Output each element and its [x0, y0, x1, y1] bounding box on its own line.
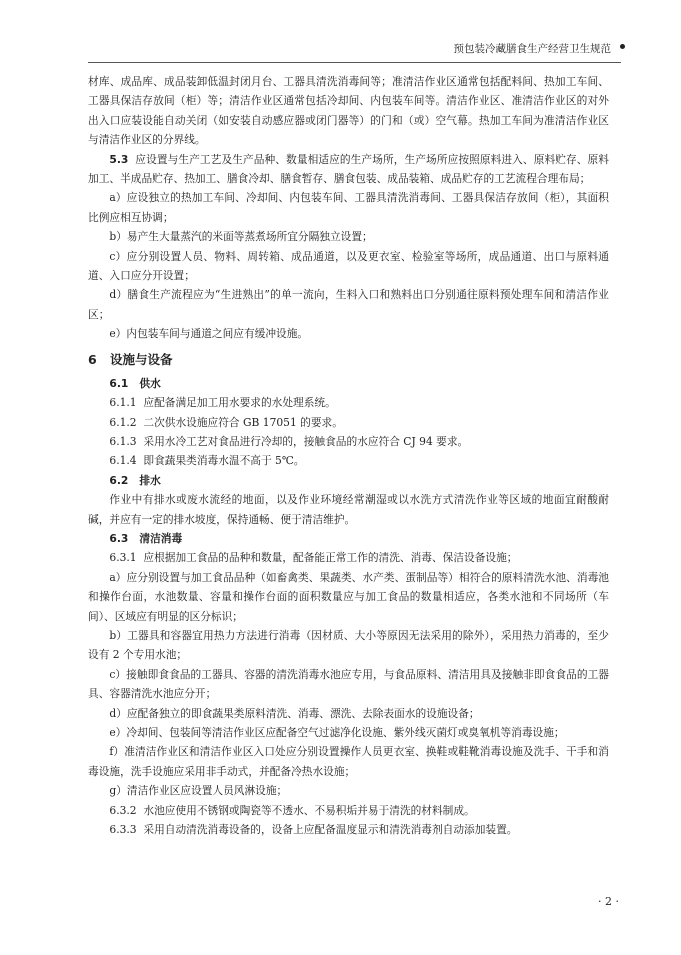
list-item: g）清洁作业区应设置人员风淋设施； [109, 784, 288, 798]
clause-text: 采用自动清洗消毒设备的，设备上应配备温度显示和清洗消毒剂自动添加装置。 [143, 823, 518, 837]
clause-text: 采用水冷工艺对食品进行冷却的，接触食品的水应符合 CJ 94 要求。 [143, 434, 469, 448]
section-number: 6 [88, 351, 97, 367]
list-item: a）应设独立的热加工车间、冷却间、内包装车间、工器具清洗消毒间、工器具保洁存放间（柜），其面积比例应相互协调； [88, 191, 609, 224]
list-item: e）内包装车间与通道之间应有缓冲设施。 [109, 327, 309, 341]
running-header [88, 38, 621, 63]
clause-number: 6.3.3 [109, 823, 137, 837]
subsection-title: 排水 [139, 473, 161, 487]
clause-text: 水池应使用不锈钢或陶瓷等不透水、不易积垢并易于清洗的材料制成。 [143, 803, 475, 817]
subsection-number: 6.2 [109, 473, 129, 487]
clause-number: 6.1.2 [109, 415, 137, 429]
header-title: 预包装冷藏膳食生产经营卫生规范 [453, 43, 611, 55]
clause-number: 6.1.1 [109, 396, 137, 410]
clause-number: 6.3.1 [109, 551, 137, 565]
clause-text: 应设置与生产工艺及生产品种、数量相适应的生产场所，生产场所应按照原料进入、原料贮存、原料加工、半成品贮存、热加工、膳食冷却、膳食暂存、膳食包装、成品装箱、成品贮存的工艺流程合理布局； [88, 152, 609, 186]
clause [88, 393, 609, 412]
clause-text: 应根据加工食品的品种和数量，配备能正常工作的清洗、消毒、保洁设备设施； [143, 551, 518, 565]
clause-number: 6.1.3 [109, 434, 137, 448]
clause [88, 451, 609, 470]
list-item: f）准清洁作业区和清洁作业区入口处应分别设置操作人员更衣室、换鞋或鞋靴消毒设施及洗手、干手和消毒设施，洗手设施应采用非手动式，并配备冷热水设施； [88, 745, 609, 778]
subsection-heading [88, 529, 609, 548]
subsection-heading [88, 471, 609, 490]
list-item: b）工器具和容器宜用热力方法进行消毒（因材质、大小等原因无法采用的除外），采用热力消毒的，至少设有 2 个专用水池； [88, 628, 609, 662]
clause [88, 413, 609, 432]
list-item: b）易产生大量蒸汽的米面等蒸煮场所宜分隔独立设置； [109, 230, 373, 244]
list-item: d）膳食生产流程应为“生进熟出”的单一流向，生料入口和熟料出口分别通往原料预处理车间和清洁作业区； [88, 288, 609, 321]
section-heading [88, 350, 609, 370]
clause-5-3 [88, 150, 609, 189]
header-dot-icon [620, 44, 625, 49]
list-item: c）接触即食食品的工器具、容器的清洗消毒水池应专用，与食品原料、清洁用具及接触非即食食品的工器具、容器清洗水池应分开； [88, 667, 609, 701]
clause-number: 6.1.4 [109, 454, 137, 468]
clause-text: 应配备满足加工用水要求的水处理系统。 [143, 396, 336, 410]
clause [88, 432, 609, 451]
list-item: d）应配备独立的即食蔬果类原料清洗、消毒、漂洗、去除表面水的设施设备； [109, 706, 480, 720]
page-content [88, 72, 609, 839]
list-item: c）应分别设置人员、物料、周转箱、成品通道，以及更衣室、检验室等场所，成品通道、出口与原料通道、入口应分开设置； [88, 249, 609, 283]
section-title: 设施与设备 [110, 351, 173, 367]
subsection-title: 清洁消毒 [139, 531, 183, 545]
clause [88, 801, 609, 820]
subsection-heading [88, 374, 609, 393]
clause [88, 820, 609, 839]
clause-number: 6.3.2 [109, 803, 137, 817]
list-item: a）应分别设置与加工食品品种（如畜禽类、果蔬类、水产类、蛋制品等）相符合的原料清洗水池、消毒池和操作台面，水池数量、容量和操作台面的面积数量应与加工食品的数量相适应，各类水池和不同场所（车间）、区域应有明显的区分标识； [88, 570, 609, 623]
paragraph: 作业中有排水或废水流经的地面，以及作业环境经常潮湿或以水洗方式清洗作业等区域的地面宜耐酸耐碱，并应有一定的排水坡度，保持通畅、便于清洁维护。 [88, 493, 609, 526]
clause-text: 即食蔬果类消毒水温不高于 5℃。 [143, 454, 305, 468]
clause-number: 5.3 [109, 152, 129, 166]
clause-text: 二次供水设施应符合 GB 17051 的要求。 [143, 415, 343, 429]
subsection-number: 6.3 [109, 531, 129, 545]
clause [88, 548, 609, 567]
list-item: e）冷却间、包装间等清洁作业区应配备空气过滤净化设施、紫外线灭菌灯或臭氧机等消毒设施； [109, 726, 565, 739]
page-number: · 2 · [598, 895, 619, 908]
paragraph: 材库、成品库、成品装卸低温封闭月台、工器具清洗消毒间等；准清洁作业区通常包括配料间、热加工车间、工器具保洁存放间（柜）等；清洁作业区通常包括冷却间、内包装车间等。清洁作业区、准清洁作业区的对外出入口应装设能自动关闭（如安装自动感应器或闭门器等）的门和（或）空气幕。热加工车间为准清洁作业区与清洁作业区的分界线。 [88, 75, 609, 147]
subsection-number: 6.1 [109, 376, 129, 390]
subsection-title: 供水 [139, 376, 161, 390]
